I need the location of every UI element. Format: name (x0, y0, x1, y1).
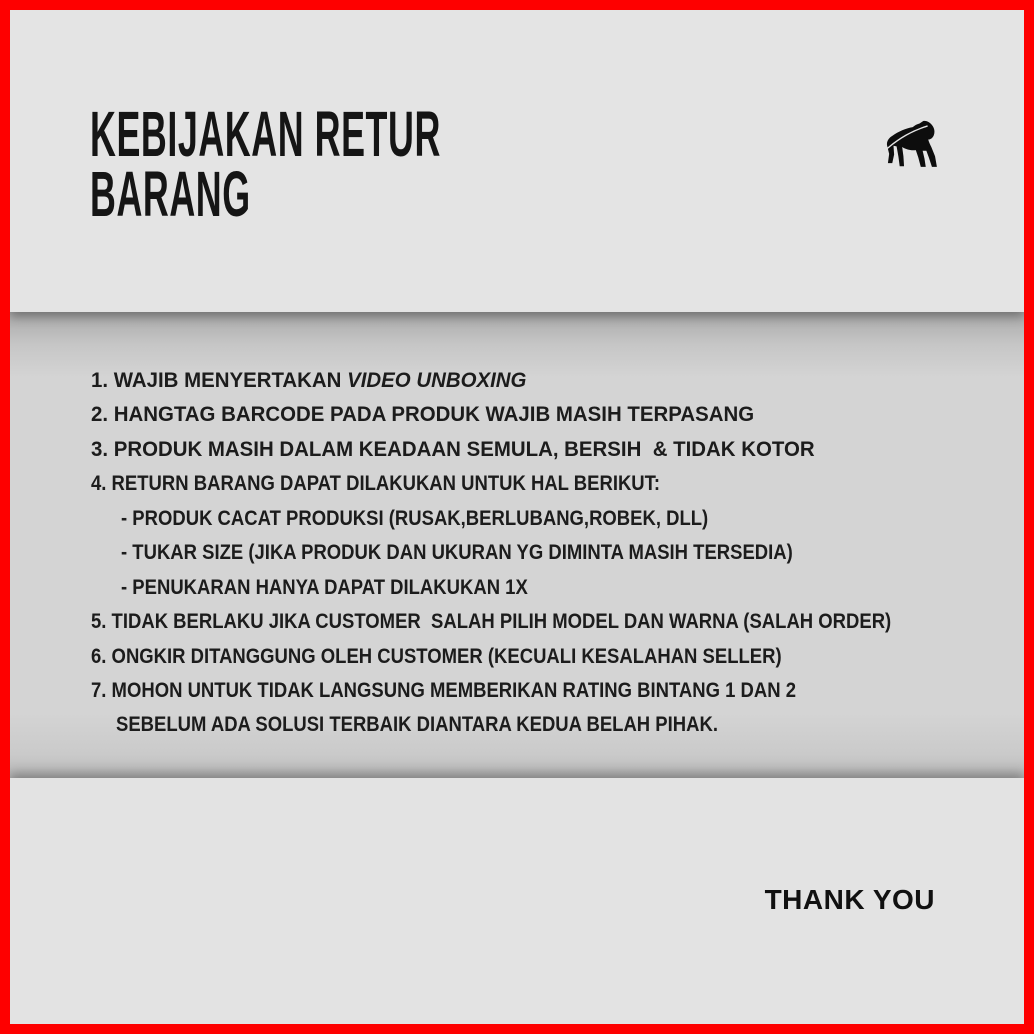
policy-line: - PENUKARAN HANYA DAPAT DILAKUKAN 1X (121, 574, 528, 599)
policy-line: - PRODUK CACAT PRODUKSI (RUSAK,BERLUBANG,ROBEK, DLL) (121, 505, 709, 530)
policy-line: 4. RETURN BARANG DAPAT DILAKUKAN UNTUK HAL BERIKUT: (91, 471, 661, 496)
policy-line: 1. WAJIB MENYERTAKAN VIDEO UNBOXING (91, 368, 527, 392)
page-title (90, 98, 717, 230)
gorilla-icon (878, 118, 940, 176)
header-panel (10, 10, 1024, 312)
title-line-1: KEBIJAKAN RETUR (90, 98, 441, 170)
policy-line: 6. ONGKIR DITANGGUNG OLEH CUSTOMER (KECUALI KESALAHAN SELLER) (91, 643, 782, 668)
policy-line: SEBELUM ADA SOLUSI TERBAIK DIANTARA KEDUA BELAH PIHAK. (116, 712, 718, 737)
title-line-2: BARANG (90, 158, 251, 230)
poster-canvas (10, 10, 1024, 1024)
policy-line: 2. HANGTAG BARCODE PADA PRODUK WAJIB MASIH TERPASANG (91, 402, 755, 427)
policy-line: 7. MOHON UNTUK TIDAK LANGSUNG MEMBERIKAN RATING BINTANG 1 DAN 2 (91, 677, 797, 702)
thank-you-text: THANK YOU (764, 884, 935, 915)
policy-line: 3. PRODUK MASIH DALAM KEADAAN SEMULA, BERSIH & TIDAK KOTOR (91, 436, 815, 461)
policy-line: - TUKAR SIZE (JIKA PRODUK DAN UKURAN YG DIMINTA MASIH TERSEDIA) (121, 540, 793, 565)
footer-panel (10, 778, 1024, 1024)
policy-list (91, 363, 1001, 742)
italic-emphasis: VIDEO UNBOXING (347, 368, 527, 392)
policy-line: 5. TIDAK BERLAKU JIKA CUSTOMER SALAH PILIH MODEL DAN WARNA (SALAH ORDER) (91, 609, 892, 634)
